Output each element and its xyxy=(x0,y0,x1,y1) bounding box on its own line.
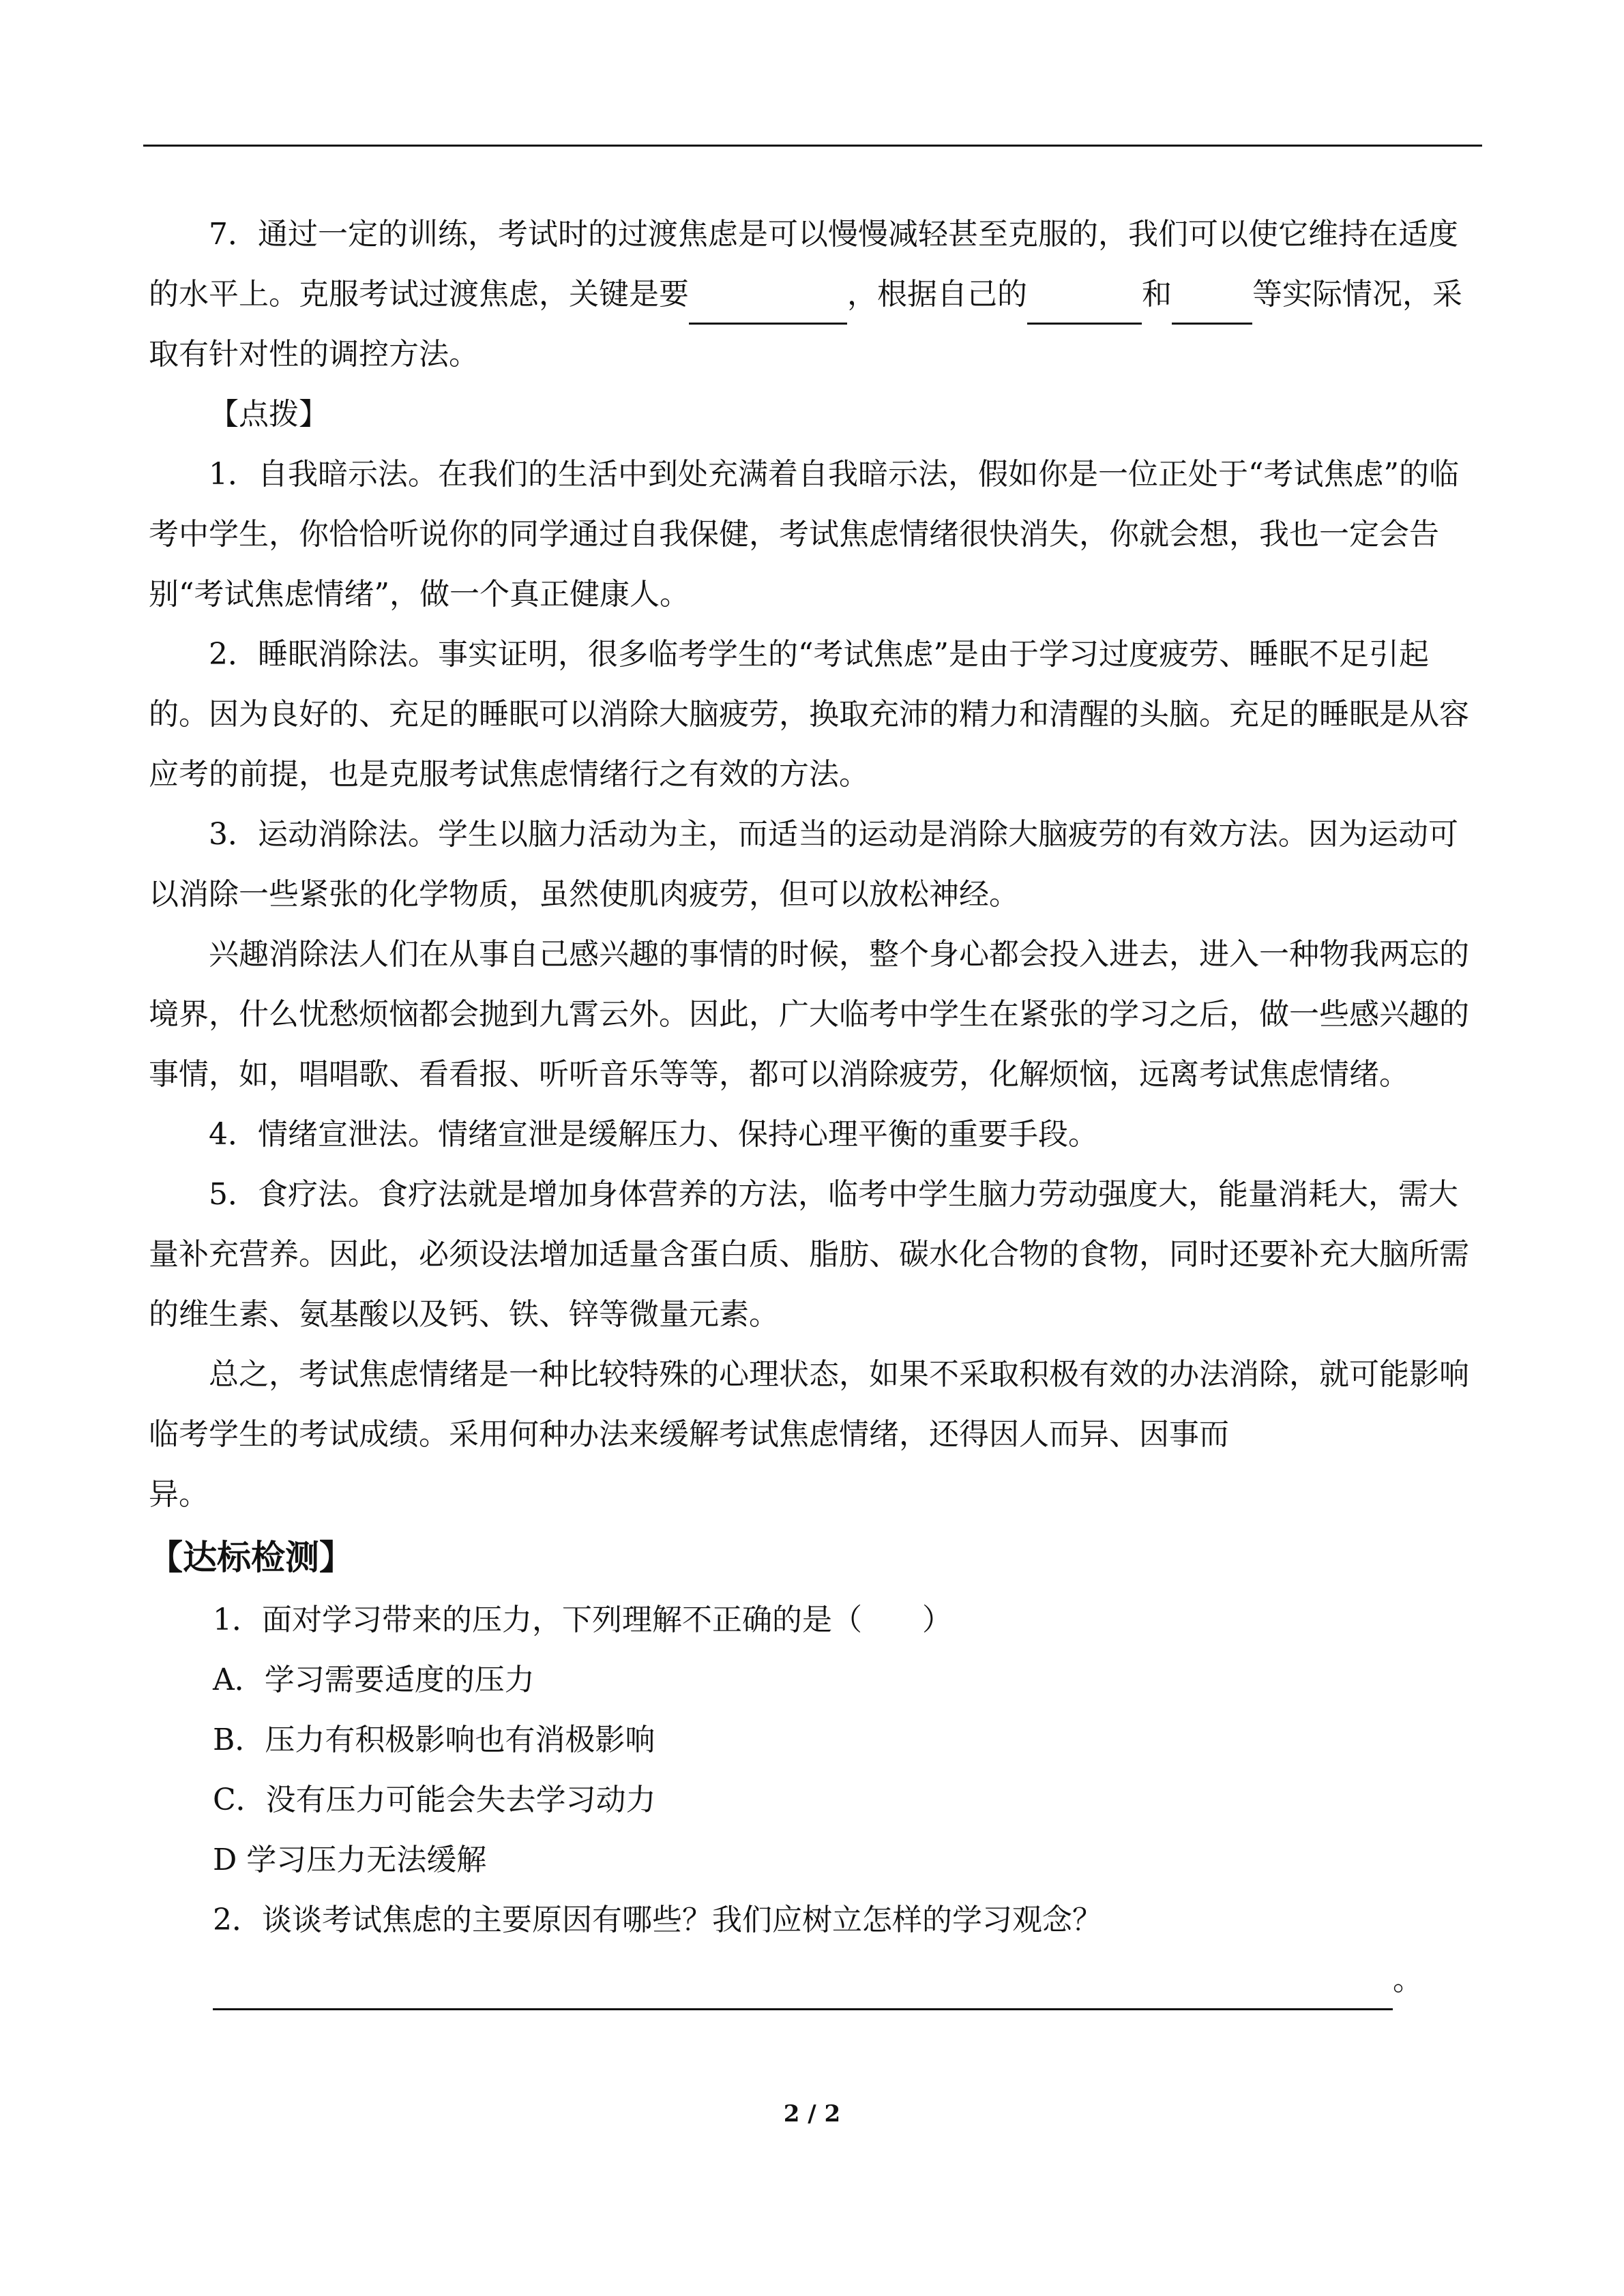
hint-venting: 4．情绪宣泄法。情绪宣泄是缓解压力、保持心理平衡的重要手段。 xyxy=(209,1117,1098,1152)
section7-text-2: ，根据自己的 xyxy=(847,277,1027,312)
option-c[interactable]: C．没有压力可能会失去学习动力 xyxy=(213,1783,656,1817)
page-number: 2 / 2 xyxy=(783,2100,841,2128)
answer-end-mark: 。 xyxy=(1393,1963,1423,1997)
option-b[interactable]: B．压力有积极影响也有消极影响 xyxy=(213,1723,655,1757)
header-rule xyxy=(143,145,1482,147)
option-a[interactable]: A．学习需要适度的压力 xyxy=(213,1663,535,1697)
section7-text-3: 和 xyxy=(1142,277,1172,312)
option-d[interactable]: D 学习压力无法缓解 xyxy=(213,1843,487,1877)
hint-exercise: 3．运动消除法。学生以脑力活动为主，而适当的运动是消除大脑疲劳的有效方法。因为运动可以消除一些紧张的化学物质，虽然使肌肉疲劳，但可以放松神经。 xyxy=(149,817,1458,912)
hint-diet: 5．食疗法。食疗法就是增加身体营养的方法，临考中学生脑力劳动强度大，能量消耗大，需大量补充营养。因此，必须设法增加适量含蛋白质、脂肪、碳水化合物的食物，同时还要补充大脑所需的维生素、氨基酸以及钙、铁、锌等微量元素。 xyxy=(149,1177,1469,1332)
section7-text-1: 7．通过一定的训练，考试时的过渡焦虑是可以慢慢减轻甚至克服的，我们可以使它维持在适度的水平上。克服考试过渡焦虑，关键是要 xyxy=(149,217,1458,312)
hint-interest: 兴趣消除法人们在从事自己感兴趣的事情的时候，整个身心都会投入进去，进入一种物我两忘的境界，什么忧愁烦恼都会抛到九霄云外。因此，广大临考中学生在紧张的学习之后，做一些感兴趣的事情，如，唱唱歌、看看报、听听音乐等等，都可以消除疲劳，化解烦恼，远离考试焦虑情绪。 xyxy=(149,937,1469,1092)
question-1: 1．面对学习带来的压力，下列理解不正确的是（ ） xyxy=(213,1602,952,1637)
section7-text-4: 等实际情况，采取有针对性的调控方法。 xyxy=(149,277,1462,372)
fill-blank-3[interactable] xyxy=(1172,290,1252,325)
hint-label: 【点拨】 xyxy=(209,397,329,432)
hint-summary: 总之，考试焦虑情绪是一种比较特殊的心理状态，如果不采取积极有效的办法消除，就可能影响临考学生的考试成绩。采用何种办法来缓解考试焦虑情绪，还得因人而异、因事而 xyxy=(149,1357,1469,1452)
hint-self-suggestion: 1．自我暗示法。在我们的生活中到处充满着自我暗示法，假如你是一位正处于“考试焦虑”的临考中学生，你恰恰听说你的同学通过自我保健，考试焦虑情绪很快消失，你就会想，我也一定会告别“考试焦虑情绪”，做一个真正健康人。 xyxy=(149,457,1459,612)
fill-blank-1[interactable] xyxy=(689,290,847,325)
answer-row xyxy=(149,1950,1475,2010)
question-2: 2．谈谈考试焦虑的主要原因有哪些？我们应树立怎样的学习观念？ xyxy=(213,1903,1102,1937)
check-heading: 【达标检测】 xyxy=(149,1538,353,1577)
page-content xyxy=(149,205,1475,2010)
answer-line[interactable] xyxy=(213,1976,1393,2010)
section7-paragraph xyxy=(149,205,1475,385)
fill-blank-2[interactable] xyxy=(1027,290,1142,325)
hint-sleep: 2．睡眠消除法。事实证明，很多临考学生的“考试焦虑”是由于学习过度疲劳、睡眠不足引起的。因为良好的、充足的睡眠可以消除大脑疲劳，换取充沛的精力和清醒的头脑。充足的睡眠是从容应考的前提，也是克服考试焦虑情绪行之有效的方法。 xyxy=(149,637,1469,792)
hint-summary-tail: 异。 xyxy=(149,1477,209,1512)
